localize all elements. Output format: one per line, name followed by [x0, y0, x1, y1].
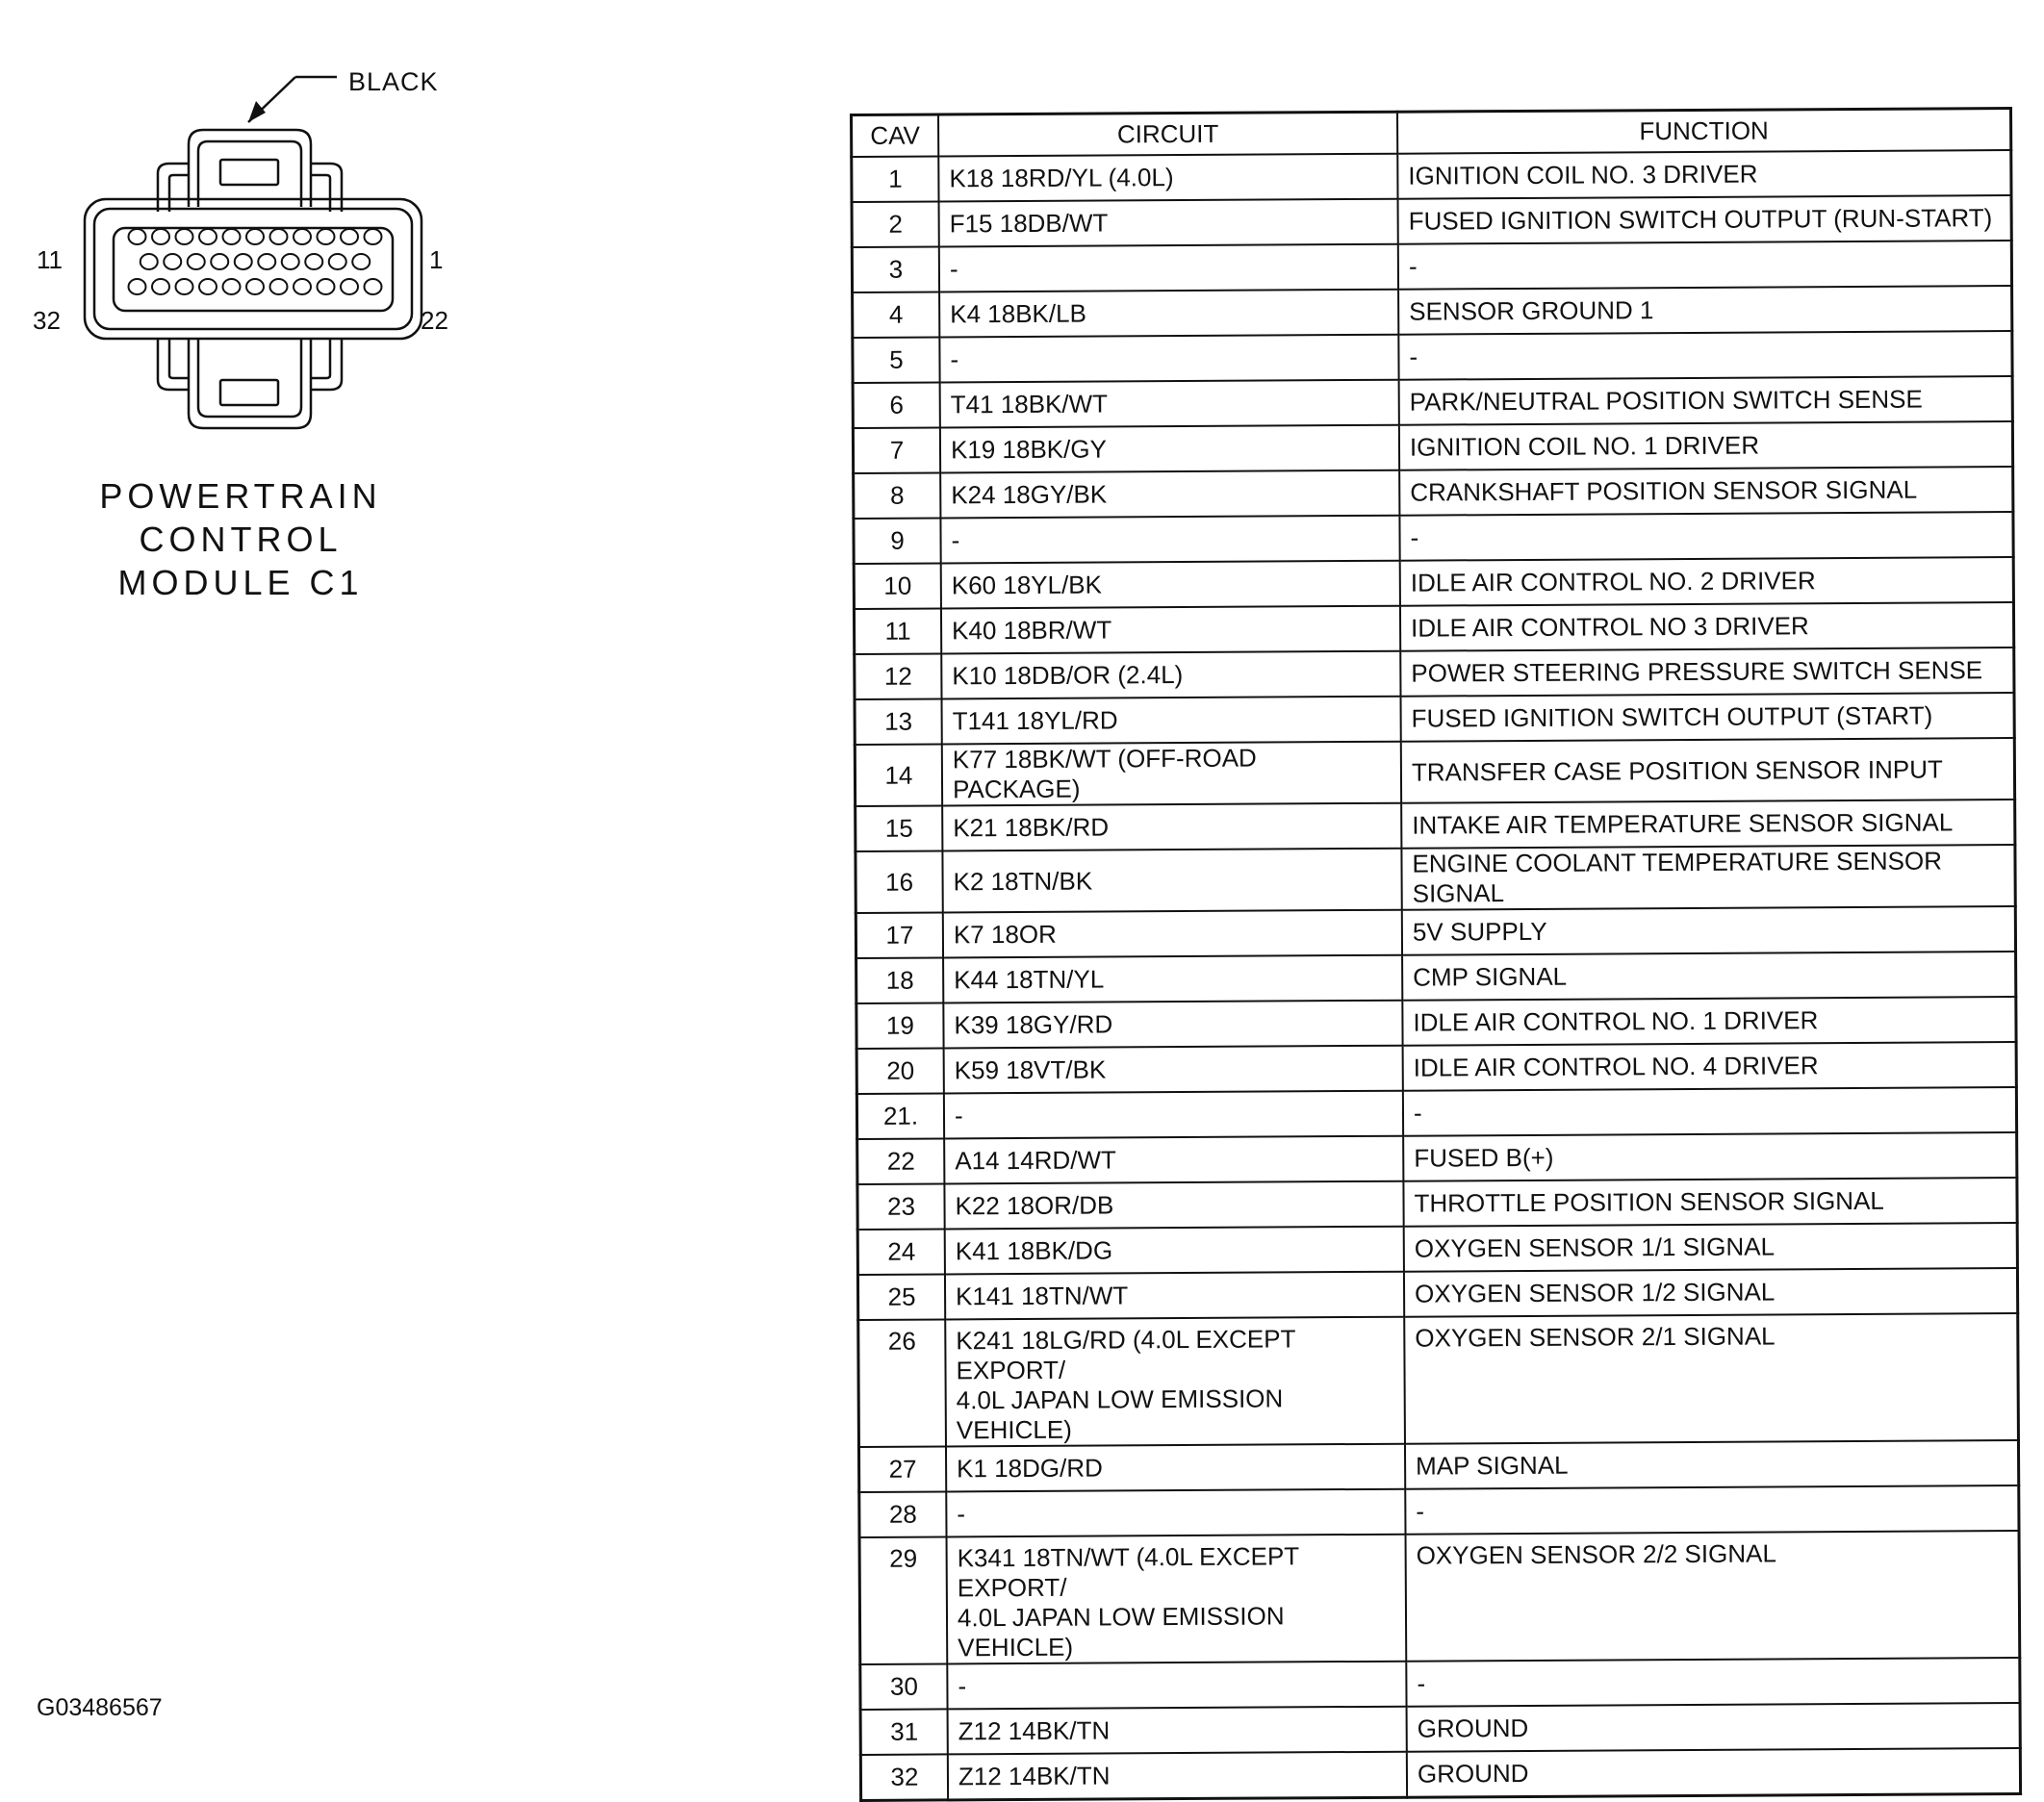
header-circuit: CIRCUIT [938, 112, 1397, 156]
cav-cell: 8 [854, 472, 941, 519]
pin-cavity [246, 279, 264, 294]
function-cell: FUSED B(+) [1403, 1132, 2017, 1181]
pin-cavity [199, 229, 217, 244]
connector-title-line-2: CONTROL [139, 520, 343, 559]
cav-cell: 31 [860, 1709, 948, 1755]
table-row [858, 1313, 2019, 1447]
function-cell: 5V SUPPLY [1402, 906, 2016, 955]
circuit-cell: T141 18YL/RD [942, 697, 1401, 745]
function-cell: - [1405, 1485, 2019, 1535]
function-cell: - [1406, 1658, 2020, 1707]
pin-cavity [188, 254, 205, 269]
circuit-cell: K2 18TN/BK [942, 849, 1401, 913]
table-row [857, 1268, 2017, 1320]
circuit-cell: K77 18BK/WT (OFF-ROAD PACKAGE) [942, 742, 1401, 806]
cav-cell: 29 [859, 1536, 947, 1664]
table-row [854, 557, 2013, 609]
cav-cell: 20 [856, 1048, 944, 1094]
table-header-row [852, 109, 2011, 157]
function-cell: - [1403, 1087, 2017, 1136]
function-cell: FUSED IGNITION SWITCH OUTPUT (START) [1400, 693, 2014, 742]
function-cell: TRANSFER CASE POSITION SENSOR INPUT [1401, 738, 2015, 803]
cav-cell: 9 [854, 518, 941, 564]
cav-cell: 5 [853, 337, 940, 383]
pin-cavity [176, 279, 193, 294]
cav-cell: 16 [856, 850, 943, 913]
function-cell: - [1398, 331, 2012, 380]
cav-cell: 19 [856, 1003, 944, 1049]
table-row [856, 1042, 2016, 1094]
cav-cell: 15 [856, 805, 943, 851]
pin-label-top-right: 1 [429, 245, 444, 274]
table-row [858, 1440, 2018, 1492]
function-cell: OXYGEN SENSOR 1/2 SIGNAL [1404, 1268, 2018, 1317]
table-row [855, 647, 2014, 699]
function-cell: IDLE AIR CONTROL NO. 2 DRIVER [1400, 557, 2014, 606]
pin-cavity [305, 254, 322, 269]
top-shoulder-r [311, 164, 342, 212]
pin-cavity [258, 254, 275, 269]
function-cell: IDLE AIR CONTROL NO 3 DRIVER [1400, 602, 2014, 651]
pin-cavity [318, 229, 335, 244]
pin-cavity [129, 279, 146, 294]
table-row [853, 331, 2012, 383]
circuit-cell: Z12 14BK/TN [948, 1707, 1407, 1755]
circuit-cell: - [939, 244, 1398, 292]
circuit-cell: K44 18TN/YL [943, 955, 1402, 1003]
table-row [855, 693, 2014, 745]
circuit-cell: K19 18BK/GY [940, 425, 1399, 473]
circuit-cell: T41 18BK/WT [940, 380, 1399, 428]
circuit-cell: F15 18DB/WT [939, 199, 1398, 247]
circuit-cell: K60 18YL/BK [941, 561, 1400, 609]
circuit-cell: K141 18TN/WT [945, 1272, 1404, 1320]
function-cell: THROTTLE POSITION SENSOR SIGNAL [1403, 1178, 2017, 1227]
cav-cell: 28 [859, 1491, 947, 1537]
circuit-cell: A14 14RD/WT [944, 1136, 1403, 1184]
pin-cavity [199, 279, 217, 294]
pin-cavity [352, 254, 370, 269]
function-cell: OXYGEN SENSOR 2/2 SIGNAL [1406, 1531, 2020, 1662]
function-cell: INTAKE AIR TEMPERATURE SENSOR SIGNAL [1401, 799, 2015, 849]
table-row [856, 845, 2015, 913]
header-cav: CAV [852, 114, 939, 157]
cav-cell: 7 [853, 427, 940, 473]
cav-cell: 27 [858, 1446, 946, 1492]
pin-cavity [164, 254, 181, 269]
function-cell: POWER STEERING PRESSURE SWITCH SENSE [1400, 647, 2014, 697]
figure-id: G03486567 [37, 1694, 163, 1721]
pin-cavity [176, 229, 193, 244]
cav-cell: 22 [857, 1138, 945, 1184]
cav-cell: 4 [853, 292, 940, 338]
cav-cell: 23 [857, 1183, 945, 1230]
circuit-cell: K59 18VT/BK [944, 1046, 1403, 1094]
table-row [860, 1703, 2020, 1755]
table-row [854, 512, 2013, 564]
function-cell: OXYGEN SENSOR 1/1 SIGNAL [1404, 1223, 2018, 1272]
table-row [855, 738, 2014, 806]
pin-cavity [282, 254, 299, 269]
circuit-cell: K1 18DG/RD [946, 1444, 1405, 1492]
cav-cell: 13 [855, 698, 942, 745]
circuit-cell: K18 18RD/YL (4.0L) [938, 154, 1397, 202]
table-row [853, 376, 2012, 428]
function-cell: - [1399, 512, 2013, 561]
circuit-cell: - [947, 1662, 1406, 1710]
cav-cell: 18 [856, 957, 944, 1003]
table-row [856, 799, 2015, 851]
pin-cavity [235, 254, 252, 269]
function-cell: MAP SIGNAL [1405, 1440, 2019, 1489]
circuit-cell: K22 18OR/DB [944, 1181, 1403, 1230]
pin-cavity [318, 279, 335, 294]
circuit-cell: K341 18TN/WT (4.0L EXCEPT EXPORT/ 4.0L JAPAN LOW EMISSION VEHICLE) [947, 1535, 1407, 1664]
cav-cell: 12 [855, 653, 942, 699]
table-row [852, 150, 2011, 202]
table-row [856, 1087, 2016, 1139]
pin-cavity [365, 279, 382, 294]
table-row [852, 241, 2011, 292]
table-row [856, 952, 2016, 1003]
circuit-cell: - [940, 516, 1399, 564]
function-cell: IGNITION COIL NO. 3 DRIVER [1397, 150, 2011, 199]
circuit-cell: K21 18BK/RD [942, 803, 1401, 851]
circuit-cell: K39 18GY/RD [943, 1001, 1402, 1049]
pin-cavity [223, 229, 241, 244]
pin-cavity [341, 279, 358, 294]
circuit-cell: Z12 14BK/TN [948, 1752, 1407, 1800]
function-cell: GROUND [1407, 1748, 2021, 1797]
table-row [857, 1132, 2017, 1184]
table-row [856, 906, 2015, 958]
function-cell: CRANKSHAFT POSITION SENSOR SIGNAL [1399, 467, 2013, 516]
pin-cavity [341, 229, 358, 244]
cav-cell: 6 [853, 382, 940, 428]
pin-cavity [270, 229, 288, 244]
table-row [857, 1223, 2017, 1275]
table-row [859, 1531, 2020, 1664]
function-cell: IDLE AIR CONTROL NO. 1 DRIVER [1402, 997, 2016, 1046]
pin-cavity [152, 229, 169, 244]
connector-diagram [19, 53, 481, 467]
function-cell: IGNITION COIL NO. 1 DRIVER [1399, 421, 2013, 470]
pin-cavity [294, 229, 311, 244]
pin-cavity [329, 254, 346, 269]
cav-cell: 1 [852, 156, 939, 202]
connector-title [96, 474, 385, 604]
table-row [860, 1658, 2020, 1710]
pinout-table-body [852, 150, 2021, 1800]
circuit-cell: K4 18BK/LB [939, 290, 1398, 338]
function-cell: IDLE AIR CONTROL NO. 4 DRIVER [1403, 1042, 2017, 1091]
function-cell: PARK/NEUTRAL POSITION SWITCH SENSE [1399, 376, 2013, 425]
cav-cell: 17 [856, 912, 943, 958]
pin-cavity [152, 279, 169, 294]
table-row [853, 286, 2012, 338]
header-function: FUNCTION [1397, 109, 2011, 154]
connector-title-line-3: MODULE C1 [117, 563, 364, 602]
circuit-cell: K41 18BK/DG [945, 1227, 1404, 1275]
table-row [857, 1178, 2017, 1230]
circuit-cell: K40 18BR/WT [941, 606, 1400, 654]
pin-label-bottom-right: 22 [421, 306, 448, 335]
pin-cavity [223, 279, 241, 294]
cav-cell: 14 [855, 744, 942, 806]
cav-cell: 30 [860, 1663, 948, 1710]
pin-cavity [270, 279, 288, 294]
circuit-cell: - [946, 1489, 1405, 1537]
cav-cell: 11 [854, 608, 941, 654]
pin-cavity [211, 254, 228, 269]
function-cell: SENSOR GROUND 1 [1398, 286, 2012, 335]
pin-cavity [294, 279, 311, 294]
table-row [860, 1748, 2020, 1800]
pin-cavity [141, 254, 158, 269]
circuit-cell: K241 18LG/RD (4.0L EXCEPT EXPORT/ 4.0L JAPAN LOW EMISSION VEHICLE) [945, 1317, 1405, 1447]
cav-cell: 24 [857, 1229, 945, 1275]
pin-cavity [129, 229, 146, 244]
table-row [856, 997, 2016, 1049]
cav-cell: 2 [852, 201, 939, 247]
function-cell: CMP SIGNAL [1402, 952, 2016, 1001]
top-latch-window [220, 160, 278, 185]
bottom-shoulder [158, 339, 189, 390]
circuit-cell: - [939, 335, 1398, 383]
table-row [854, 467, 2013, 519]
cav-cell: 3 [852, 246, 939, 292]
connector-title-line-1: POWERTRAIN [99, 476, 382, 516]
cav-cell: 25 [857, 1274, 945, 1320]
table-row [852, 195, 2011, 247]
bottom-latch [189, 339, 311, 428]
cav-cell: 32 [860, 1754, 948, 1800]
circuit-cell: K7 18OR [943, 910, 1402, 958]
cav-cell: 26 [858, 1319, 946, 1447]
table-row [859, 1485, 2019, 1537]
connector-color-label: BLACK [348, 67, 439, 96]
pin-cavity-area [114, 228, 393, 311]
circuit-cell: - [944, 1091, 1403, 1139]
callout-arrowhead [248, 101, 266, 122]
pin-label-bottom-left: 32 [33, 306, 61, 335]
circuit-cell: K24 18GY/BK [940, 470, 1399, 519]
pin-cavity [365, 229, 382, 244]
circuit-cell: K10 18DB/OR (2.4L) [941, 651, 1400, 699]
top-shoulder [158, 164, 189, 212]
function-cell: - [1398, 241, 2012, 290]
pinout-table [850, 107, 2022, 1802]
bottom-latch-window [220, 380, 278, 405]
cav-cell: 10 [854, 563, 941, 609]
function-cell: OXYGEN SENSOR 2/1 SIGNAL [1404, 1313, 2018, 1444]
cav-cell: 21. [856, 1093, 944, 1139]
table-row [853, 421, 2012, 473]
function-cell: GROUND [1407, 1703, 2021, 1752]
function-cell: FUSED IGNITION SWITCH OUTPUT (RUN-START) [1398, 195, 2012, 244]
connector-body-outer [85, 199, 422, 339]
function-cell: ENGINE COOLANT TEMPERATURE SENSOR SIGNAL [1401, 845, 2015, 910]
table-row [854, 602, 2013, 654]
top-latch-inner [198, 141, 301, 207]
pin-cavity [246, 229, 264, 244]
pin-label-top-left: 11 [37, 245, 63, 274]
